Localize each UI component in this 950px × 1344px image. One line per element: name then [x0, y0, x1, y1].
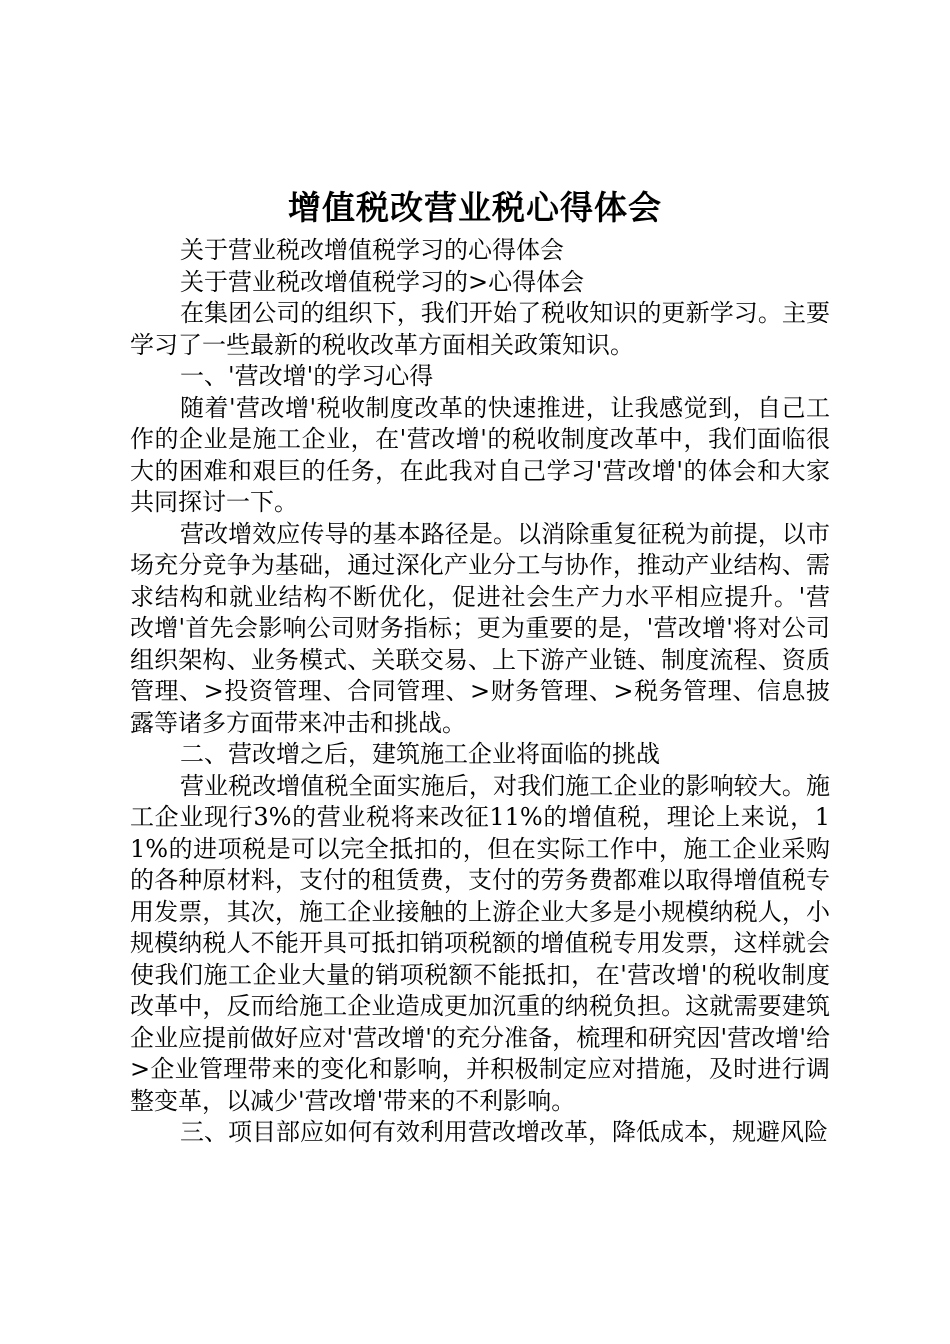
section-heading-2: 二、营改增之后，建筑施工企业将面临的挑战	[180, 740, 660, 768]
paragraph-section-1b: 营改增效应传导的基本路径是。以消除重复征税为前提，以市场充分竞争为基础，通过深化产业分工与协作，推动产业结构、需求结构和就业结构不断优化，促进社会生产力水平相应提升。'营改增'首先会影响公司财务指标；更为重要的是，'营改增'将对公司组织架构、业务模式、关联交易、上下游产业链、制度流程、资质管理、>投资管理、合同管理、>财务管理、>税务管理、信息披露等诸多方面带来冲击和挑战。	[130, 519, 830, 737]
section-heading-1: 一、'营改增'的学习心得	[180, 362, 434, 390]
paragraph-section-2: 营业税改增值税全面实施后，对我们施工企业的影响较大。施工企业现行3%的营业税将来改征11%的增值税，理论上来说，11%的进项税是可以完全抵扣的，但在实际工作中，施工企业采购的各种原材料，支付的租赁费，支付的劳务费都难以取得增值税专用发票，其次，施工企业接触的上游企业大多是小规模纳税人，小规模纳税人不能开具可抵扣销项税额的增值税专用发票，这样就会使我们施工企业大量的销项税额不能抵扣，在'营改增'的税收制度改革中，反而给施工企业造成更加沉重的纳税负担。这就需要建筑企业应提前做好应对'营改增'的充分准备，梳理和研究因'营改增'给>企业管理带来的变化和影响，并积极制定应对措施，及时进行调整变革，以减少'营改增'带来的不利影响。	[130, 771, 830, 1115]
document-title: 增值税改营业税心得体会	[288, 188, 662, 227]
document-body	[130, 235, 830, 1149]
paragraph-subtitle-2: 关于营业税改增值税学习的>心得体会	[180, 267, 585, 296]
paragraph-section-1a: 随着'营改增'税收制度改革的快速推进，让我感觉到，自己工作的企业是施工企业，在'营改增'的税收制度改革中，我们面临很大的困难和艰巨的任务，在此我对自己学习'营改增'的体会和大家共同探讨一下。	[130, 393, 830, 516]
paragraph-subtitle-1: 关于营业税改增值税学习的心得体会	[180, 236, 564, 264]
paragraph-intro: 在集团公司的组织下，我们开始了税收知识的更新学习。主要学习了一些最新的税收改革方面相关政策知识。	[130, 299, 830, 359]
section-heading-3: 三、项目部应如何有效利用营改增改革，降低成本，规避风险	[180, 1118, 828, 1146]
